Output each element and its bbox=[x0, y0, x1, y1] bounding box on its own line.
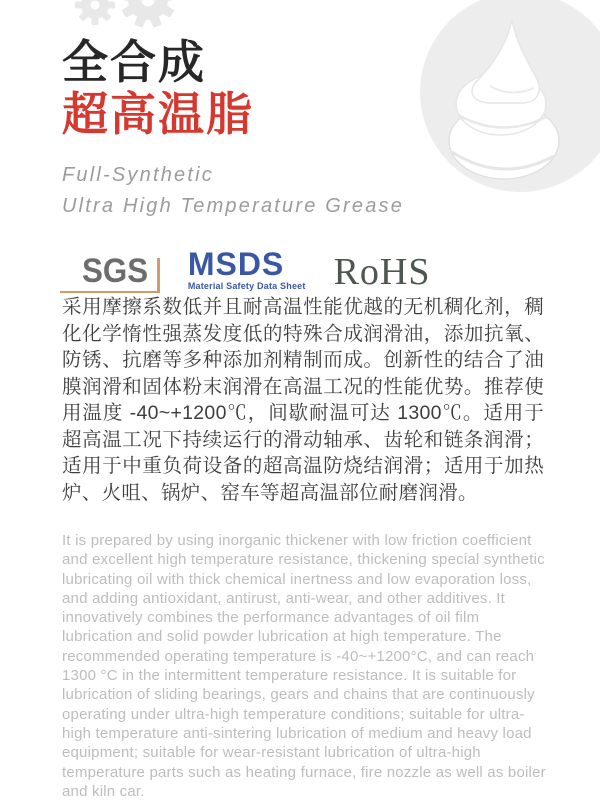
subtitle-line1: Full-Synthetic bbox=[62, 164, 214, 186]
product-title-cn-line2: 超高温脂 bbox=[62, 88, 254, 140]
description-english: It is prepared by using inorganic thickener with low friction coefficient and excellent high temperature resistance, thickening special synthetic lubricating oil with thick chemical inertness and low evaporation loss, and adding antioxidant, antirust, anti-wear, and other additives. It innovatively combines the performance advantages of oil film lubrication and solid powder lubrication at high temperature. The recommended operating temperature is -40~+1200°C, and can reach 1300 °C in the intermittent temperature resistance. It is suitable for lubrication of sliding bearings, gears and chains that are continuously operating under ultra-high temperature conditions; suitable for ultra-high temperature anti-sintering lubrication of medium and heavy load equipment; suitable for wear-resistant lubrication of ultra-high temperature parts such as heating furnace, fire nozzle as well as boiler and kiln car. bbox=[62, 532, 546, 800]
rohs-label: RoHS bbox=[333, 251, 431, 293]
product-title-cn-line1: 全合成 bbox=[62, 36, 206, 88]
sgs-badge bbox=[60, 252, 160, 293]
subtitle-line2: Ultra High Temperature Grease bbox=[62, 195, 405, 217]
certification-badges bbox=[60, 243, 430, 293]
msds-label: MSDS bbox=[187, 246, 285, 282]
description-chinese: 采用摩擦系数低并且耐高温性能优越的无机稠化剂，稠化化学惰性强蒸发度低的特殊合成润滑油，添加抗氧、防锈、抗磨等多种添加剂精制而成。创新性的结合了油膜润滑和固体粉末润滑在高温工况的性能优势。推荐使用温度 -40~+1200℃，间歇耐温可达 1300℃。适用于超高温工况下持续运行的滑动轴承、齿轮和链条润滑；适用于中重负荷设备的超高温防烧结润滑；适用于加热炉、火咀、锅炉、窑车等超高温部位耐磨润滑。 bbox=[62, 296, 544, 504]
gear-icon bbox=[52, 0, 202, 34]
product-title bbox=[62, 36, 254, 140]
product-subtitle-en bbox=[62, 160, 404, 222]
msds-badge bbox=[187, 246, 306, 293]
msds-sublabel: Material Safety Data Sheet bbox=[187, 281, 306, 291]
rohs-badge bbox=[334, 253, 431, 293]
sgs-label: SGS bbox=[82, 252, 149, 290]
